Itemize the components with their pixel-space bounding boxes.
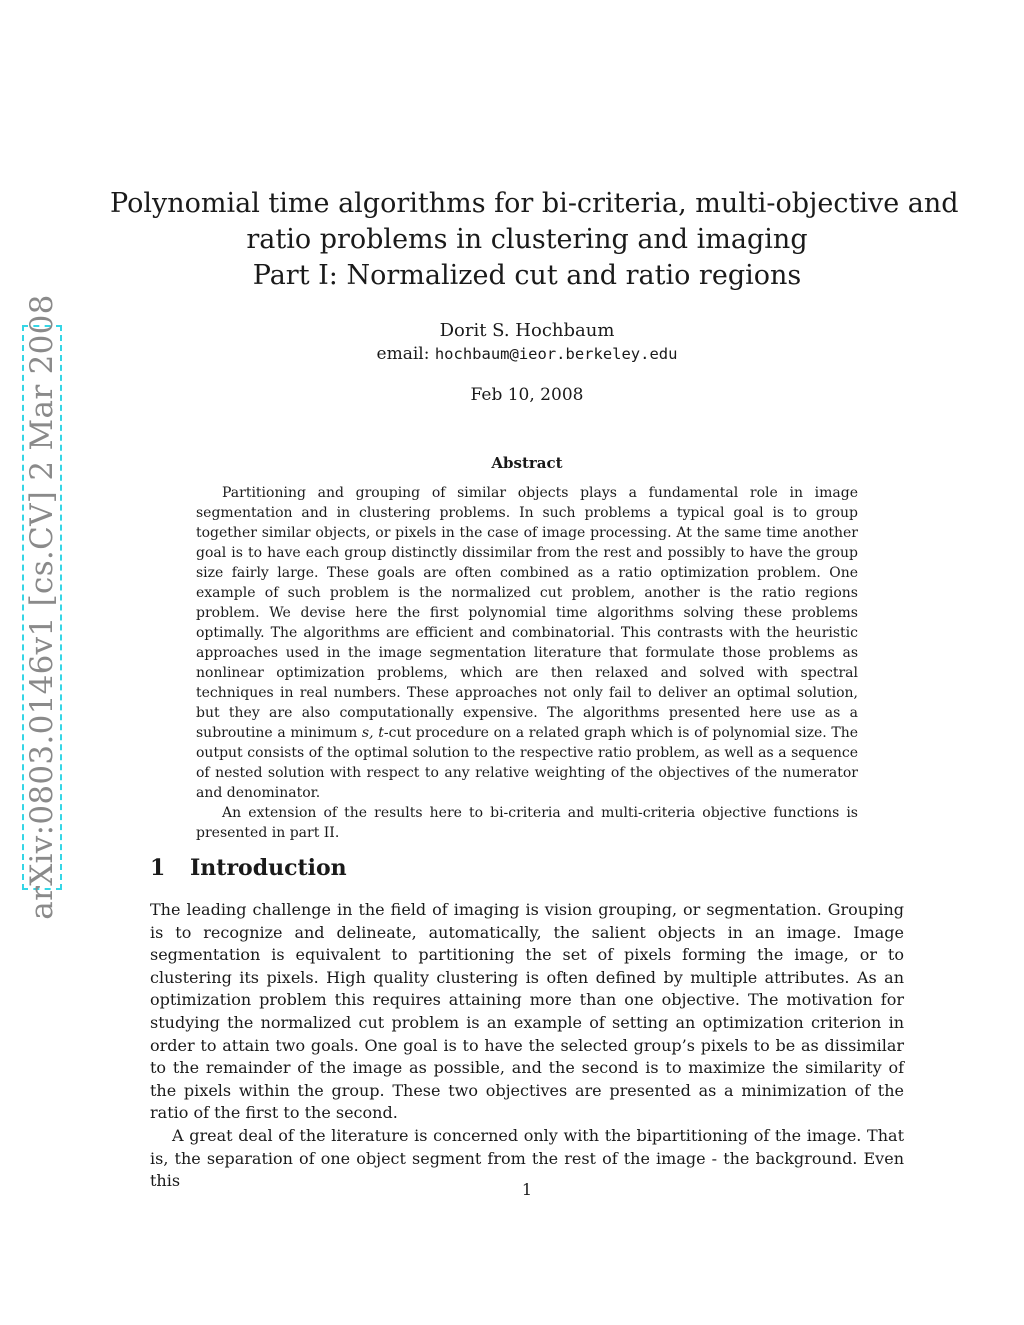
section-number: 1 [150,855,166,881]
title-line: Part I: Normalized cut and ratio regions [252,260,802,291]
math-st: s, t [361,725,384,741]
title-line: ratio problems in clustering and imaging [246,224,808,255]
email-address: hochbaum@ieor.berkeley.edu [434,345,678,363]
section-title: Introduction [190,855,347,881]
author-email-line [0,344,1024,364]
section-body [150,899,904,1193]
section-heading [150,855,347,881]
paper-title [110,186,959,294]
page-number: 1 [521,1180,533,1199]
body-paragraph: A great deal of the literature is concerned only with the bipartitioning of the image. That is, the separation of one object segment from the rest of the image - the background. Even this [150,1125,904,1191]
abstract-heading: Abstract [491,454,563,472]
abstract-body [196,483,858,843]
body-paragraph: The leading challenge in the field of imaging is vision grouping, or segmentation. Grouping is to recognize and delineate, automatically, the salient objects in an image. Image segmentation is equivalent to partitioning the set of pixels forming the image, or to clustering its pixels. High quality clustering is often defined by multiple attributes. As an optimization problem this requires attaining more than one objective. The motivation for studying the normalized cut problem is an example of setting an optimization criterion in order to attain two goals. One goal is to have the selected group’s pixels to be as dissimilar to the remainder of the image as possible, and the second is to maximize the similarity of the pixels within the group. These two objectives are presented as a minimization of the ratio of the first to the second. [150,900,904,1123]
arxiv-identifier: arXiv:0803.0146v1 [cs.CV] 2 Mar 2008 [24,294,60,920]
author-name: Dorit S. Hochbaum [439,320,615,341]
title-line: Polynomial time algorithms for bi-criteria, multi-objective and [110,188,959,219]
abstract-paragraph [196,483,858,803]
abstract-text: -cut procedure on a related graph which is of polynomial size. The output consists of the optimal solution to the respective ratio problem, as well as a sequence of nested solution with respect to any relative weighting of the objectives of the numerator and denominator. [196,725,859,801]
email-label: email: [376,344,435,364]
paper-date: Feb 10, 2008 [470,385,584,405]
abstract-paragraph: An extension of the results here to bi-criteria and multi-criteria objective functions is presented in part II. [196,805,858,841]
abstract-text: Partitioning and grouping of similar objects plays a fundamental role in image segmentation and in clustering problems. In such problems a typical goal is to group together similar objects, or pixels in the case of image processing. At the same time another goal is to have each group distinctly dissimilar from the rest and possibly to have the group size fairly large. These goals are often combined as a ratio optimization problem. One example of such problem is the normalized cut problem, another is the ratio regions problem. We devise here the first polynomial time algorithms solving these problems optimally. The algorithms are efficient and combinatorial. This contrasts with the heuristic approaches used in the image segmentation literature that formulate those problems as nonlinear optimization problems, which are then relaxed and solved with spectral techniques in real numbers. These approaches not only fail to deliver an optimal solution, but they are also computationally expensive. The algorithms presented here use as a subroutine a minimum [196,485,858,741]
